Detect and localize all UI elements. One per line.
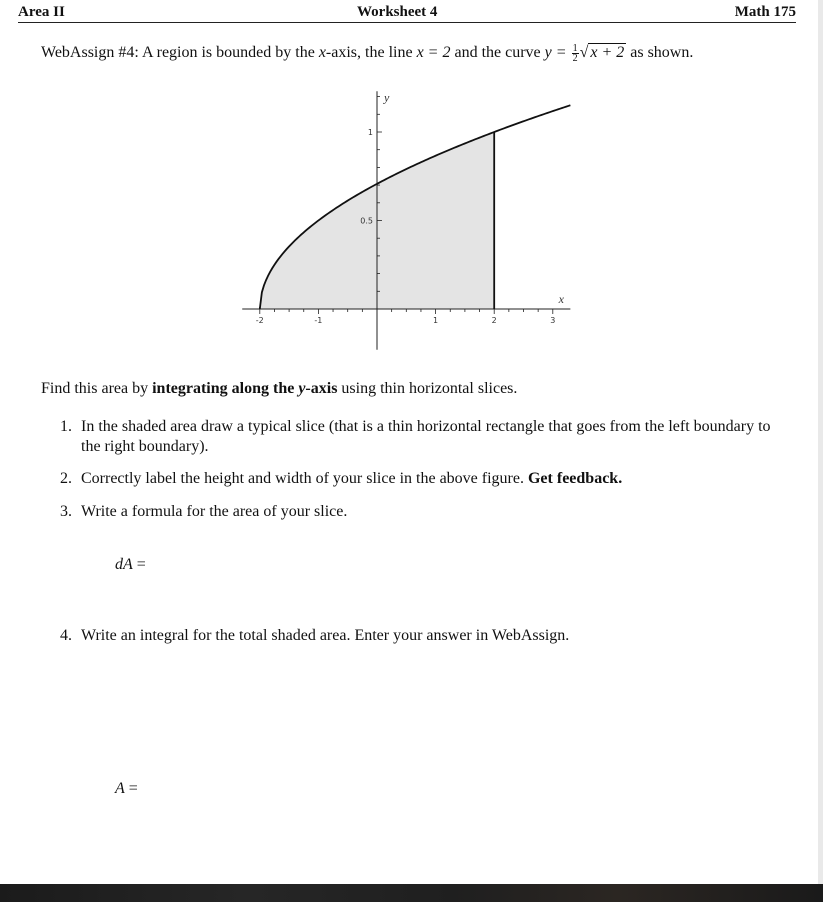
y-axis-label: y	[384, 90, 390, 105]
item-number: 2.	[60, 470, 72, 487]
dA-lhs: dA	[115, 556, 133, 573]
header-topic: Area II	[18, 4, 65, 20]
x-axis-label: x	[558, 292, 564, 306]
item-number: 1.	[60, 418, 72, 435]
desktop-background-strip	[0, 884, 823, 902]
item-text: Correctly label the height and width of your slice in the above figure.	[81, 470, 528, 487]
y-tick-label: 0.5	[360, 216, 373, 226]
header-worksheet: Worksheet 4	[357, 4, 438, 20]
intro-lead: WebAssign #4: A region is bounded by the	[41, 44, 319, 62]
item-number: 4.	[60, 627, 72, 644]
A-equation	[115, 780, 138, 798]
item-text: In the shaded area draw a typical slice (that is a thin horizontal rectangle that goes from the left boundary to the right boundary).	[81, 418, 771, 455]
x-tick-label: 2	[491, 316, 497, 325]
page-header	[18, 2, 796, 23]
intro-tail: as shown.	[626, 44, 694, 62]
x-tick-label: -2	[255, 316, 264, 325]
intro-fraction	[572, 44, 579, 63]
find-post: using thin horizontal slices.	[337, 380, 518, 397]
dA-equals: =	[132, 556, 146, 573]
x-tick-label: 3	[550, 316, 556, 325]
find-bold-var: y	[298, 380, 306, 397]
intro-mid2: and the curve	[450, 44, 545, 62]
page-edge	[818, 0, 823, 884]
item-text-wrap	[81, 469, 773, 489]
item-text: Write an integral for the total shaded area. Enter your answer in WebAssign.	[81, 627, 570, 644]
dA-equation	[115, 556, 146, 574]
A-equals: =	[124, 780, 138, 797]
x-ticks	[256, 309, 556, 325]
intro-x-var: x	[318, 44, 326, 62]
find-bold2: -axis	[305, 380, 338, 397]
sqrt-radicand: x + 2	[590, 44, 625, 62]
header-course: Math 175	[734, 4, 796, 20]
intro-sqrt: √ x + 2	[579, 44, 625, 62]
item-number: 3.	[60, 503, 72, 520]
fraction-denominator: 2	[572, 53, 578, 64]
problem-statement	[41, 44, 693, 63]
x-tick-label: -1	[314, 316, 323, 325]
item-text: Write a formula for the area of your slice.	[81, 503, 348, 520]
intro-mid1: -axis, the line	[325, 44, 417, 62]
instructions	[41, 380, 517, 398]
intro-line-eq: x = 2	[416, 44, 451, 62]
find-bold1: integrating along the	[152, 380, 299, 397]
y-tick-label: 1	[367, 128, 373, 137]
get-feedback-label: Get feedback.	[527, 470, 623, 487]
find-pre: Find this area by	[41, 380, 153, 397]
A-lhs: A	[115, 780, 125, 797]
intro-curve-lhs: y =	[544, 44, 571, 62]
fraction-numerator: 1	[572, 43, 578, 54]
x-tick-label: 1	[433, 316, 439, 325]
region-graph	[238, 84, 578, 354]
